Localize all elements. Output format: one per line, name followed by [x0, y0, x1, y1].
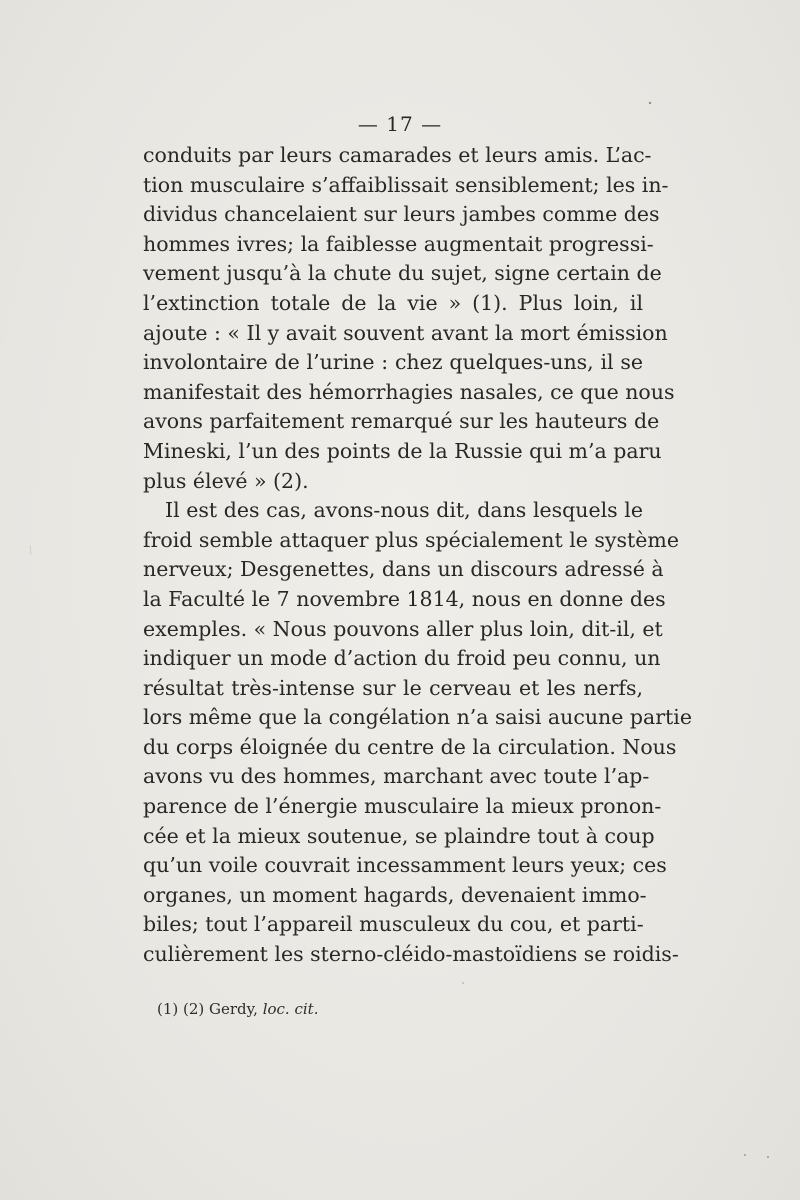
- text-line: froid semble attaquer plus spécialement le système: [143, 527, 679, 552]
- text-line: hommes ivres; la faiblesse augmentait progressi-: [143, 231, 654, 256]
- footnote: [157, 1000, 318, 1018]
- text-line: du corps éloignée du centre de la circulation. Nous: [143, 734, 677, 759]
- text-line: nerveux; Desgenettes, dans un discours adressé à: [143, 557, 664, 582]
- text-line: dividus chancelaient sur leurs jambes comme des: [143, 202, 660, 227]
- text-line: biles; tout l’appareil musculeux du cou, et parti-: [143, 912, 644, 937]
- text-line: cée et la mieux soutenue, se plaindre tout à coup: [143, 823, 655, 848]
- text-line: résultat très-intense sur le cerveau et les nerfs,: [143, 675, 643, 700]
- text-line: vement jusqu’à la chute du sujet, signe certain de: [143, 261, 662, 286]
- text-line: parence de l’énergie musculaire la mieux pronon-: [143, 794, 662, 819]
- text-line: avons parfaitement remarqué sur les hauteurs de: [143, 409, 660, 434]
- footnote-citation: loc. cit.: [262, 1000, 319, 1018]
- text-line: ajoute : « Il y avait souvent avant la mort émission: [143, 320, 668, 345]
- text-line: qu’un voile couvrait incessamment leurs yeux; ces: [143, 853, 667, 878]
- footnote-reference: (1) (2) Gerdy,: [157, 1000, 258, 1018]
- text-line: tion musculaire s’affaiblissait sensiblement; les in-: [143, 172, 669, 197]
- text-line: Il est des cas, avons-nous dit, dans lesquels le: [165, 498, 643, 523]
- text-line: l’extinction totale de la vie » (1). Plus loin, il: [143, 290, 643, 315]
- text-line: conduits par leurs camarades et leurs amis. L’ac-: [143, 143, 652, 167]
- text-line: lors même que la congélation n’a saisi aucune partie: [143, 705, 692, 730]
- text-line: culièrement les sterno-cléido-mastoïdiens se roidis-: [143, 942, 679, 967]
- text-line: avons vu des hommes, marchant avec toute l’ap-: [143, 764, 650, 789]
- page-number: — 17 —: [357, 112, 443, 136]
- text-line: la Faculté le 7 novembre 1814, nous en donne des: [143, 586, 666, 611]
- text-line: involontaire de l’urine : chez quelques-uns, il se: [143, 350, 643, 375]
- text-line: organes, un moment hagards, devenaient immo-: [143, 882, 647, 907]
- text-line: indiquer un mode d’action du froid peu connu, un: [143, 646, 661, 671]
- body-text: [143, 141, 692, 970]
- text-line: exemples. « Nous pouvons aller plus loin, dit-il, et: [143, 616, 663, 641]
- text-line: manifestait des hémorrhagies nasales, ce que nous: [143, 379, 675, 404]
- text-line: plus élevé » (2).: [143, 468, 309, 493]
- text-line: Mineski, l’un des points de la Russie qui m’a paru: [143, 438, 662, 463]
